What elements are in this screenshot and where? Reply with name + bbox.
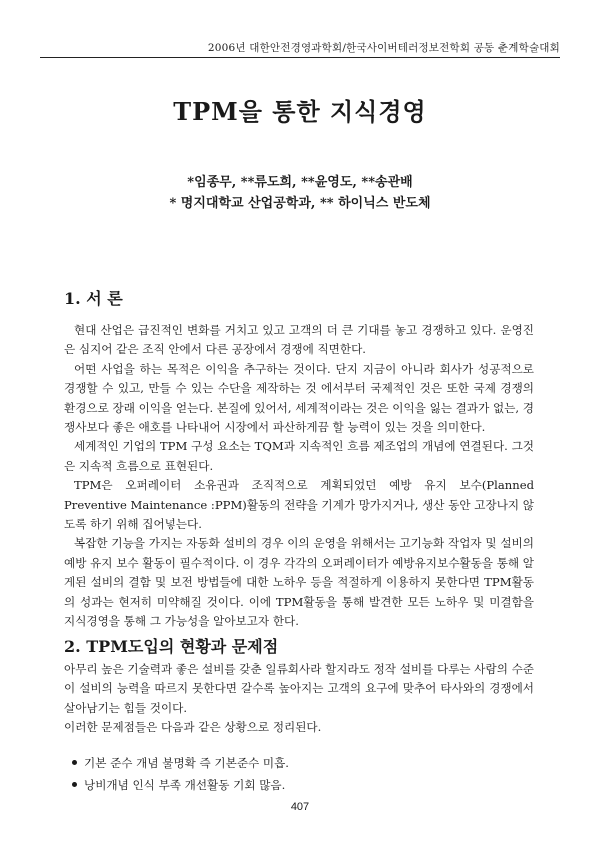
paragraph: 현대 산업은 급진적인 변화를 거치고 있고 고객의 더 큰 기대를 놓고 경쟁하고 있다. 운영진은 심지어 같은 조직 안에서 다른 공장에서 경쟁에 직면한다. bbox=[64, 323, 534, 357]
list-item bbox=[64, 752, 534, 774]
paragraph: 아무리 높은 기술력과 좋은 설비를 갖춘 일류회사라 할지라도 정작 설비를 다루는 사람의 수준이 설비의 능력을 따르지 못한다면 갈수록 높아지는 고객의 요구에 맞추어 타사와의 경쟁에서 살아남기는 힘들 것이다. bbox=[64, 662, 534, 715]
list-item bbox=[64, 774, 534, 796]
problem-list bbox=[64, 752, 534, 796]
paragraph: TPM은 오퍼레이터 소유권과 조직적으로 계획되었던 예방 유지 보수(Planned Preventive Maintenance :PPM)활동의 전략을 기계가 망가지거나, 생산 동안 고장나지 않도록 하기 위해 집어넣는다. bbox=[64, 478, 534, 532]
author-block bbox=[40, 172, 560, 214]
author-affiliations: * 명지대학교 산업공학과, ** 하이닉스 반도체 bbox=[169, 196, 431, 211]
introduction-body bbox=[64, 321, 534, 632]
list-item-text: 낭비개념 인식 부족 개선활동 기회 많음. bbox=[84, 778, 286, 792]
running-header: 2006년 대한안전경영과학회/한국사이버테러정보전학회 공동 춘계학술대회 bbox=[207, 42, 560, 54]
tpm-status-body bbox=[64, 660, 534, 738]
header-rule bbox=[40, 57, 560, 58]
bullet-icon bbox=[72, 760, 77, 765]
paragraph: 이러한 문제점들은 다음과 같은 상황으로 정리된다. bbox=[64, 720, 322, 735]
paper-title: TPM을 통한 지식경영 bbox=[173, 97, 427, 126]
paragraph: 세계적인 기업의 TPM 구성 요소는 TQM과 지속적인 흐름 제조업의 개념에 연결된다. 그것은 지속적 흐름으로 표현된다. bbox=[64, 439, 534, 473]
list-item-text: 기본 준수 개념 불명확 즉 기본준수 미흡. bbox=[84, 756, 289, 770]
section-heading-introduction: 1. 서 론 bbox=[64, 289, 123, 308]
paragraph: 복잡한 기능을 가지는 자동화 설비의 경우 이의 운영을 위해서는 고기능화 작업자 및 설비의 예방 유지 보수 활동이 필수적이다. 이 경우 각각의 오퍼레이터가 예방유지보수활동을 통해 알게된 설비의 결함 및 보전 방법들에 대한 노하우 등을 적절하게 이용하지 못한다면 TPM활동의 성과는 현저히 미약해질 것이다. 이에 TPM활동을 통해 발견한 모든 노하우 및 미결함을 지식경영을 통해 그 가능성을 알아보고자 한다. bbox=[64, 536, 534, 629]
paragraph: 어떤 사업을 하는 목적은 이익을 추구하는 것이다. 단지 지금이 아니라 회사가 성공적으로 경쟁할 수 있고, 만들 수 있는 수단을 제작하는 것 에서부터 국제적인 것은 또한 국제 경쟁의 환경으로 장래 이익을 얻는다. 본질에 있어서, 세계적이라는 것은 이익을 잃는 결과가 없는, 경쟁사보다 좋은 애호를 나타내어 시장에서 파산하게끔 할 능력이 있는 것을 의미한다. bbox=[64, 361, 534, 435]
section-heading-tpm-status: 2. TPM도입의 현황과 문제점 bbox=[64, 637, 279, 656]
author-names: *임종무, **류도희, **윤영도, **송관배 bbox=[187, 175, 413, 190]
bullet-icon bbox=[72, 782, 77, 787]
page-number: 407 bbox=[290, 801, 310, 813]
